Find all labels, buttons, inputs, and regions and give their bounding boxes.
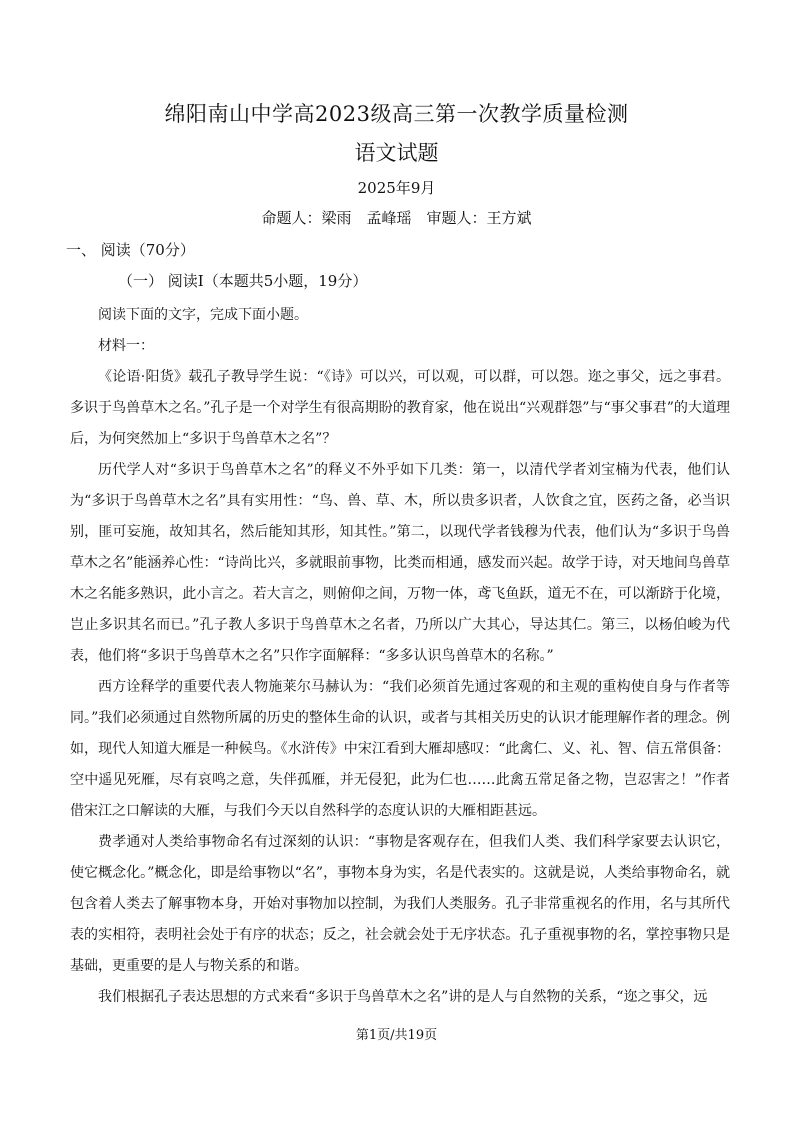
section-heading-reading: 一、 阅读（70分） bbox=[66, 241, 195, 259]
passage-paragraph: 我们根据孔子表达思想的方式来看“多识于鸟兽草木之名”讲的是人与自然物的关系，“迩之事父，远 bbox=[98, 989, 708, 1005]
passage-paragraph: 历代学人对“多识于鸟兽草木之名”的释义不外乎如下几类：第一，以清代学者刘宝楠为代表，他们认为“多识于鸟兽草木之名”具有实用性：“鸟、兽、草、木，所以贵多识者，人饮食之宜，医药之备，必当识别，匪可妄施，故知其名，然后能知其形，知其性。”第二，以现代学者钱穆为代表，他们认为“多识于鸟兽草木之名”能涵养心性：“诗尚比兴，多就眼前事物，比类而相通，感发而兴起。故学于诗，对天地间鸟兽草木之名能多熟识，此小言之。若大言之，则俯仰之间，万物一体，鸢飞鱼跃，道无不在，可以渐跻于化境，岂止多识其名而已。”孔子教人多识于鸟兽草木之名者，乃所以广大其心，导达其仁。第三，以杨伯峻为代表，他们将“多识于鸟兽草木之名”只作字面解释：“多多认识鸟兽草木的名称。” bbox=[70, 462, 730, 664]
subsection-heading-reading-1: （一） 阅读Ⅰ（本题共5小题，19分） bbox=[118, 272, 368, 290]
passage-paragraph: 《论语·阳货》载孔子教导学生说：“《诗》可以兴，可以观，可以群，可以怨。迩之事父，远之事君。多识于鸟兽草木之名。”孔子是一个对学生有很高期盼的教育家，他在说出“兴观群怨”与“事父事君”的大道理后，为何突然加上“多识于鸟兽草木之名”？ bbox=[70, 369, 730, 447]
material-label: 材料一： bbox=[98, 338, 154, 354]
page-number: 第1页/共19页 bbox=[355, 1028, 438, 1043]
instruction-text: 阅读下面的文字，完成下面小题。 bbox=[98, 307, 308, 323]
exam-date: 2025年9月 bbox=[357, 179, 436, 197]
exam-title: 绵阳南山中学高2023级高三第一次教学质量检测 bbox=[164, 102, 629, 126]
passage-paragraph: 费孝通对人类给事物命名有过深刻的认识：“事物是客观存在，但我们人类、我们科学家要去认识它，使它概念化。”概念化，即是给事物以“名”，事物本身为实，名是代表实的。这就是说，人类给事物命名，就包含着人类去了解事物本身，开始对事物加以控制，为我们人类服务。孔子非常重视名的作用，名与其所代表的实相符，表明社会处于有序的状态；反之，社会就会处于无序状态。孔子重视事物的名，掌控事物只是基础，更重要的是人与物关系的和谐。 bbox=[70, 834, 730, 974]
reading-passage bbox=[70, 300, 730, 1013]
passage-paragraph: 西方诠释学的重要代表人物施莱尔马赫认为：“我们必须首先通过客观的和主观的重构使自身与作者等同。”我们必须通过自然物所属的历史的整体生命的认识，或者与其相关历史的认识才能理解作者的理念。例如，现代人知道大雁是一种候鸟。《水浒传》中宋江看到大雁却感叹：“此禽仁、义、礼、智、信五常俱备：空中遥见死雁，尽有哀鸣之意，失伴孤雁，并无侵犯，此为仁也……此禽五常足备之物，岂忍害之！”作者借宋江之口解读的大雁，与我们今天以自然科学的态度认识的大雁相距甚远。 bbox=[70, 679, 730, 819]
exam-authors: 命题人：梁雨 孟峰瑶 审题人：王方斌 bbox=[261, 209, 532, 227]
exam-subject: 语文试题 bbox=[354, 141, 439, 165]
